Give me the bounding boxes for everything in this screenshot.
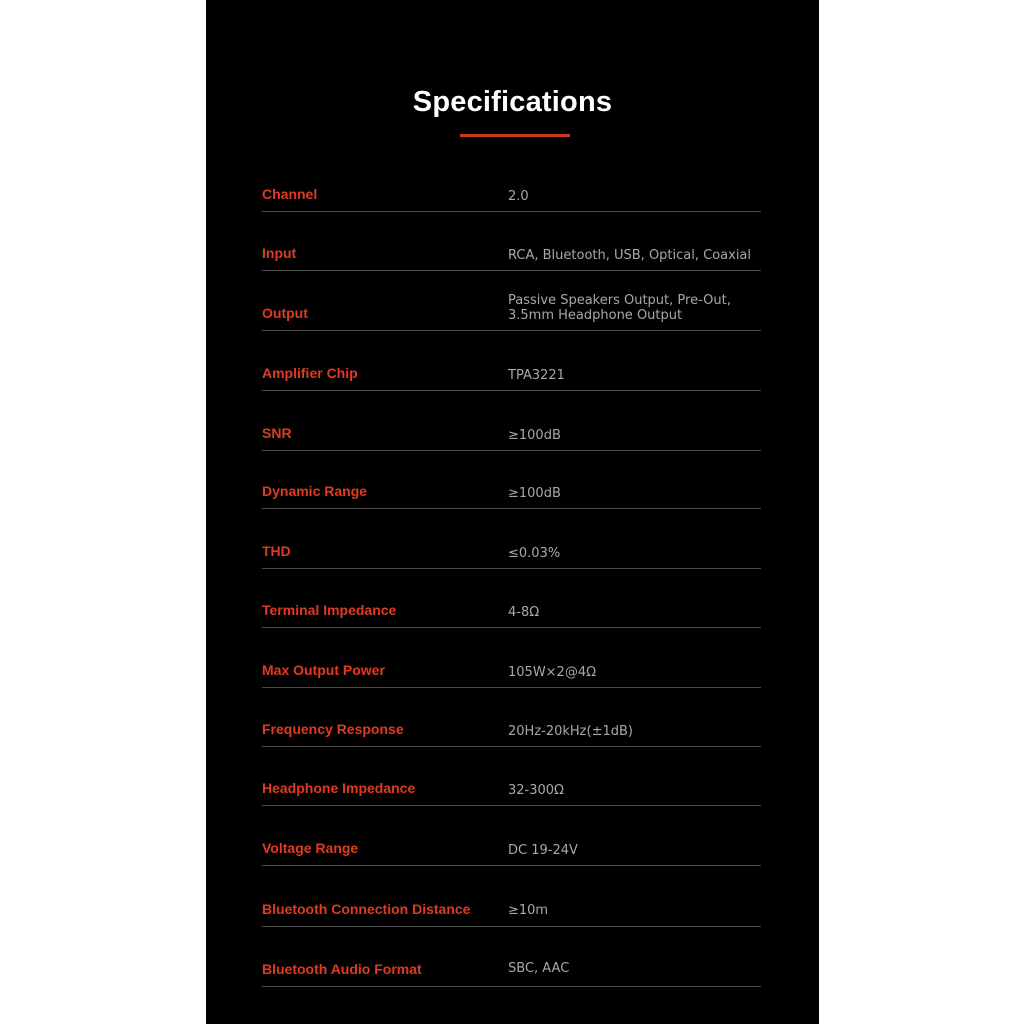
spec-label: THD — [262, 543, 291, 559]
spec-value: 105W×2@4Ω — [508, 665, 597, 680]
spec-value: SBC, AAC — [508, 961, 570, 976]
spec-label: Max Output Power — [262, 662, 385, 678]
spec-row-bluetooth-distance — [262, 867, 761, 927]
spec-label: Terminal Impedance — [262, 602, 397, 618]
title-underline — [460, 134, 570, 137]
spec-value: TPA3221 — [508, 368, 565, 383]
spec-row-frequency-response — [262, 687, 761, 747]
spec-label: Bluetooth Connection Distance — [262, 901, 471, 917]
spec-row-input — [262, 211, 761, 271]
spec-row-voltage-range — [262, 806, 761, 866]
spec-label: Amplifier Chip — [262, 365, 358, 381]
spec-label: Input — [262, 245, 297, 261]
spec-row-terminal-impedance — [262, 568, 761, 628]
spec-value: 4-8Ω — [508, 605, 540, 620]
spec-row-snr — [262, 391, 761, 451]
spec-value: 20Hz-20kHz(±1dB) — [508, 724, 633, 739]
spec-row-headphone-impedance — [262, 746, 761, 806]
spec-value: 2.0 — [508, 189, 529, 204]
spec-row-amplifier-chip — [262, 331, 761, 391]
spec-label: Bluetooth Audio Format — [262, 961, 422, 977]
spec-label: Dynamic Range — [262, 483, 368, 499]
spec-panel — [206, 0, 819, 1024]
spec-value: 32-300Ω — [508, 783, 564, 798]
spec-value: Passive Speakers Output, Pre-Out, 3.5mm Headphone Output — [508, 293, 731, 323]
spec-row-max-output-power — [262, 628, 761, 688]
spec-row-dynamic-range — [262, 449, 761, 509]
spec-label: Output — [262, 305, 308, 321]
spec-label: Channel — [262, 186, 318, 202]
spec-label: Frequency Response — [262, 721, 404, 737]
spec-row-output — [262, 271, 761, 331]
spec-value: ≥100dB — [508, 486, 561, 501]
spec-row-bluetooth-audio-format — [262, 927, 761, 987]
spec-label: Voltage Range — [262, 840, 359, 856]
spec-label: Headphone Impedance — [262, 780, 416, 796]
spec-value: DC 19-24V — [508, 843, 578, 858]
spec-value: ≥100dB — [508, 428, 561, 443]
spec-value: RCA, Bluetooth, USB, Optical, Coaxial — [508, 248, 752, 263]
spec-row-thd — [262, 509, 761, 569]
spec-label: SNR — [262, 425, 292, 441]
page-title: Specifications — [412, 86, 613, 118]
spec-row-channel — [262, 152, 761, 212]
spec-value: ≤0.03% — [508, 546, 561, 561]
spec-value: ≥10m — [508, 903, 549, 918]
